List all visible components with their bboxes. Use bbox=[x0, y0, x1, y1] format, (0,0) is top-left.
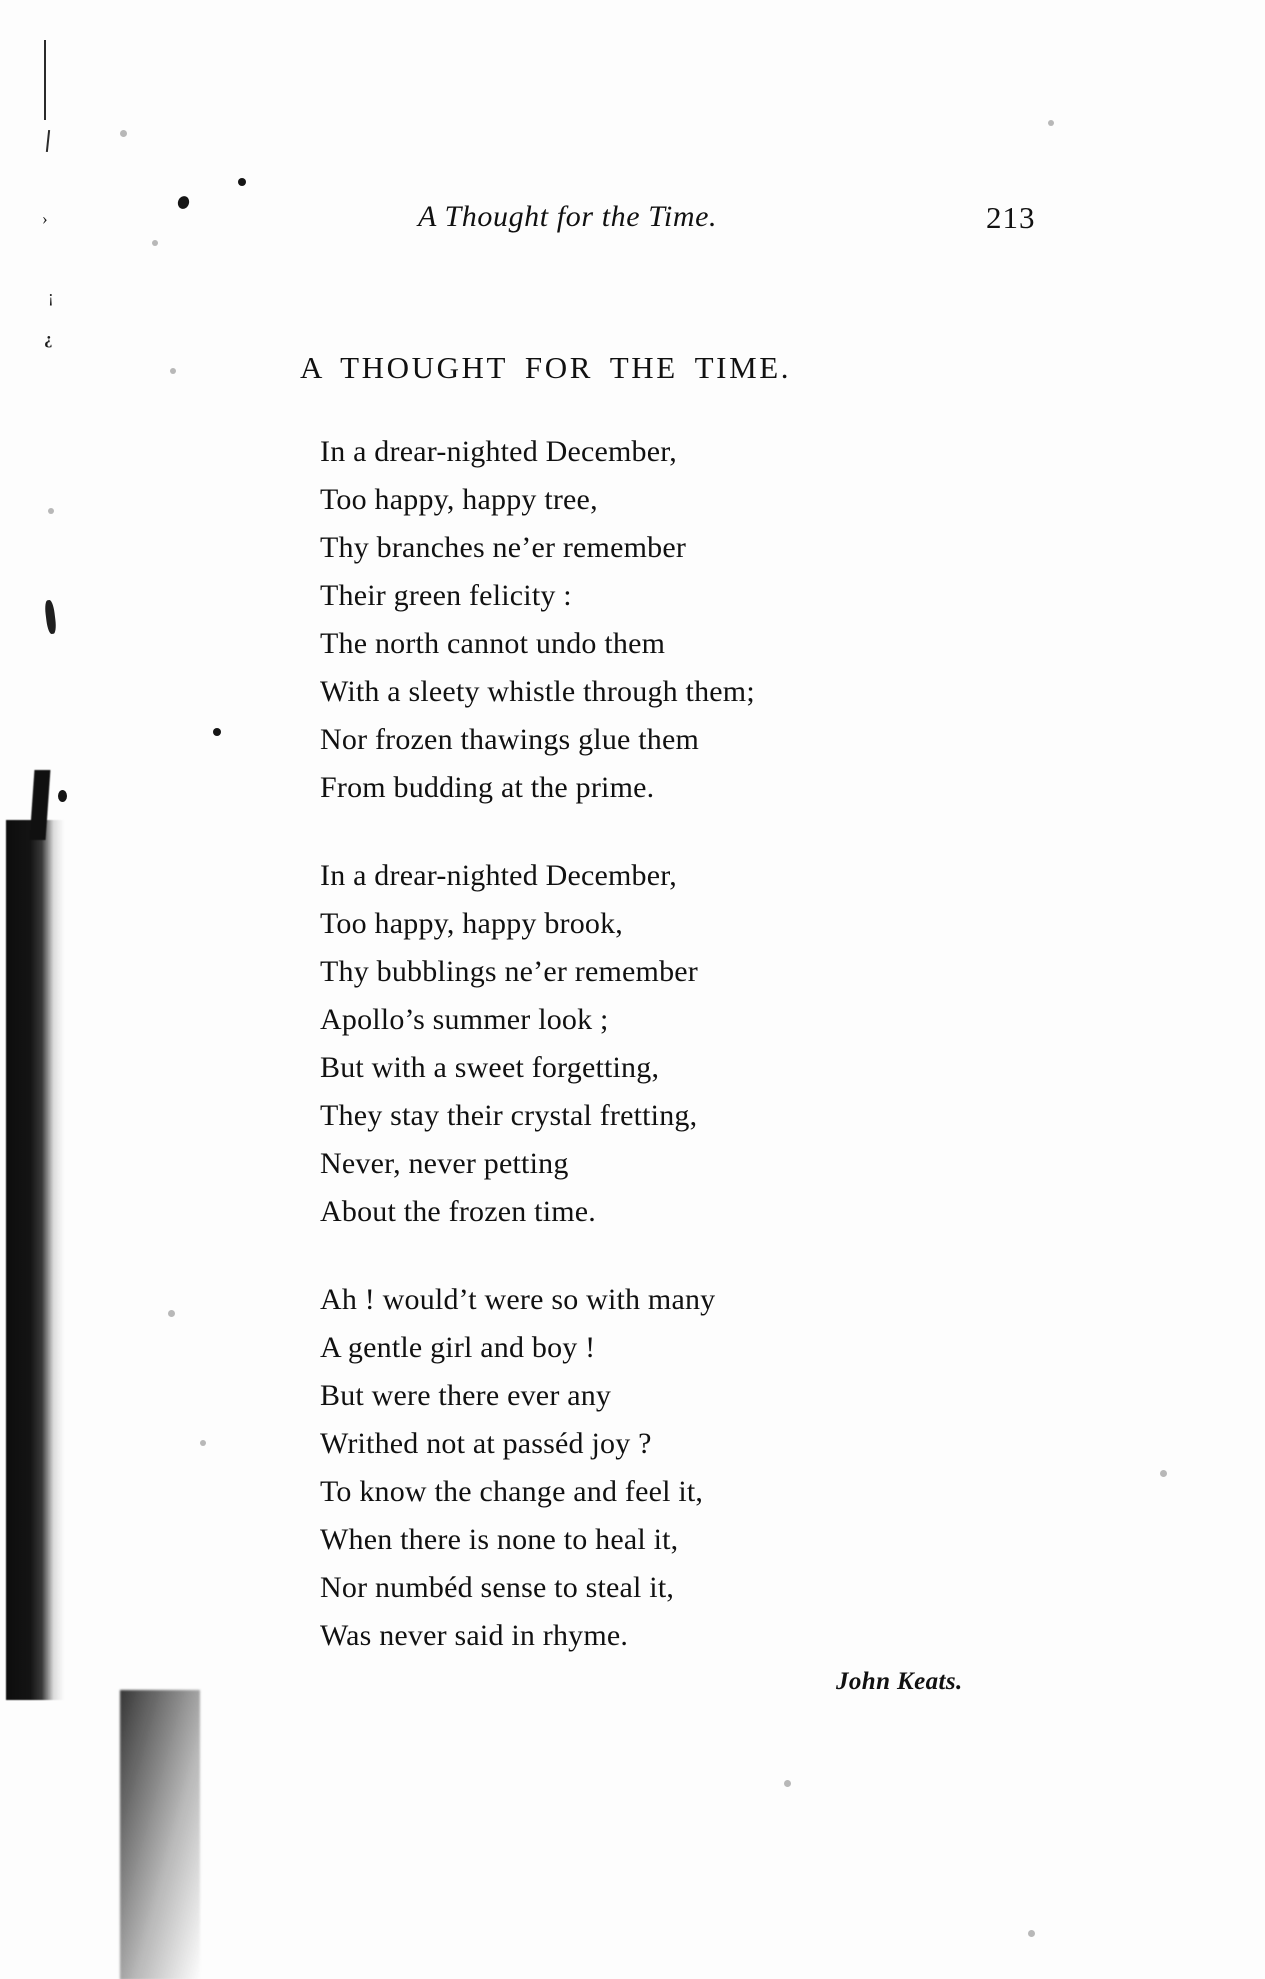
poem-line: About the frozen time. bbox=[320, 1195, 596, 1228]
running-head bbox=[0, 200, 1265, 234]
poem-line: Their green felicity : bbox=[320, 579, 572, 612]
margin-speck-1: › bbox=[42, 209, 48, 228]
scan-hairline-secondary-icon bbox=[46, 130, 50, 152]
dust-speck-9 bbox=[784, 1780, 791, 1787]
poem-line: When there is none to heal it, bbox=[320, 1523, 679, 1556]
poem-line: Nor numbéd sense to steal it, bbox=[320, 1571, 675, 1604]
dust-speck-8 bbox=[1048, 120, 1054, 126]
dust-speck-4 bbox=[48, 508, 54, 514]
dust-speck-2 bbox=[152, 240, 158, 246]
author-attribution: John Keats. bbox=[836, 1668, 963, 1695]
poem-line: Was never said in rhyme. bbox=[320, 1619, 629, 1652]
poem-line: Apollo’s summer look ; bbox=[320, 1003, 609, 1036]
poem-line: Too happy, happy brook, bbox=[320, 907, 624, 940]
running-head-title: A Thought for the Time. bbox=[418, 200, 718, 233]
poem-line: A gentle girl and boy ! bbox=[320, 1331, 596, 1364]
page-title: A THOUGHT FOR THE TIME. bbox=[300, 350, 792, 385]
ink-spot-icon-2 bbox=[238, 178, 246, 186]
stanza bbox=[320, 1276, 1020, 1660]
poem-line: Nor frozen thawings glue them bbox=[320, 723, 700, 756]
poem-line: Writhed not at passéd joy ? bbox=[320, 1427, 652, 1460]
dust-speck-10 bbox=[1028, 1930, 1035, 1937]
dust-speck-7 bbox=[1160, 1470, 1167, 1477]
dust-speck-3 bbox=[170, 368, 176, 374]
poem-body bbox=[320, 428, 1020, 1660]
poem-line: Too happy, happy tree, bbox=[320, 483, 598, 516]
margin-speck-2: ¡ bbox=[48, 287, 54, 306]
scan-hairline-icon bbox=[44, 40, 46, 120]
poem-line: They stay their crystal fretting, bbox=[320, 1099, 698, 1132]
poem-line: In a drear-nighted December, bbox=[320, 859, 677, 892]
gutter-shadow-icon bbox=[6, 820, 64, 1700]
poem-line: From budding at the prime. bbox=[320, 771, 655, 804]
poem-line: In a drear-nighted December, bbox=[320, 435, 677, 468]
dust-speck-6 bbox=[200, 1440, 206, 1446]
dust-speck-1 bbox=[120, 130, 127, 137]
stanza bbox=[320, 428, 1020, 812]
poem-line: Thy bubblings ne’er remember bbox=[320, 955, 698, 988]
poem-line: Never, never petting bbox=[320, 1147, 569, 1180]
poem-line: To know the change and feel it, bbox=[320, 1475, 704, 1508]
ink-spot-icon-4 bbox=[58, 790, 67, 802]
gutter-shadow-tail-icon bbox=[120, 1690, 200, 1979]
dust-speck-5 bbox=[168, 1310, 175, 1317]
ink-spot-icon-3 bbox=[213, 728, 221, 736]
poem-line: With a sleety whistle through them; bbox=[320, 675, 755, 708]
poem-line: But with a sweet forgetting, bbox=[320, 1051, 660, 1084]
poem-line: But were there ever any bbox=[320, 1379, 612, 1412]
poem-line: Ah ! would’t were so with many bbox=[320, 1283, 716, 1316]
stanza bbox=[320, 852, 1020, 1236]
page-number: 213 bbox=[986, 200, 1036, 235]
ink-streak-icon-1 bbox=[44, 600, 57, 635]
margin-speck-3: ¿ bbox=[44, 329, 53, 348]
poem-line: The north cannot undo them bbox=[320, 627, 666, 660]
poem-line: Thy branches ne’er remember bbox=[320, 531, 687, 564]
